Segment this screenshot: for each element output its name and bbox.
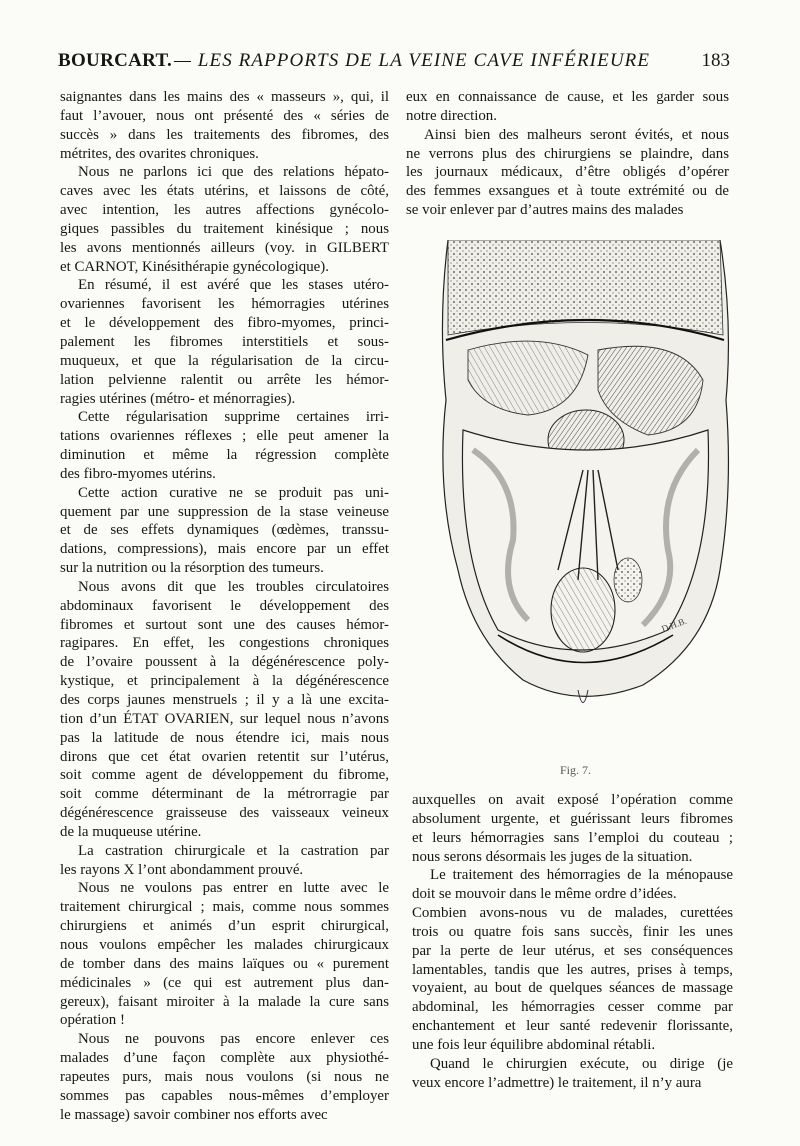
text-line: lation pelvienne ralentit ou arrête les hémor-: [60, 371, 389, 388]
text-line: de l’ovaire poussent à la dégénérescence poly-: [60, 654, 389, 671]
text-line: dégénérescence graisseuse des vaisseaux veineux: [60, 805, 389, 822]
text-line: ragipares. En effet, les congestions chroniques: [60, 635, 389, 652]
text-line: les rayons X l’ont abondamment prouvé.: [60, 861, 304, 878]
ovary-right: [614, 558, 642, 602]
text-line: pas la latitude de nous étendre ici, mais nous: [60, 729, 389, 746]
header-title: LES RAPPORTS DE LA VEINE CAVE INFÉRIEURE: [197, 50, 651, 71]
text-line: sommes pas capables nous-mêmes d’employer: [60, 1087, 389, 1104]
text-line: gereux), faisant miroiter à la malade la cure sans: [60, 993, 389, 1010]
text-line: soit comme déterminant de la métrorragie par: [60, 786, 389, 803]
text-line: voyaient, au bout de quelques séances de massage: [412, 980, 733, 997]
text-line: absolument urgente, et guérissant leurs fibromes: [412, 810, 733, 827]
text-line: quement par une suppression de la stase veineuse: [60, 503, 389, 520]
text-line: tion d’un ÉTAT OVARIEN, sur lequel nous n’avons: [60, 710, 389, 727]
text-line: dirons que cet état ovarien retentit sur l’utérus,: [60, 748, 389, 765]
text-line: des corps jaunes menstruels ; il y a là une excita-: [60, 692, 389, 708]
text-line: une fois leur équilibre abdominal rétabli.: [412, 1036, 656, 1053]
figure-caption: Fig. 7.: [560, 763, 592, 777]
header-title-line: [174, 50, 650, 72]
text-line: notre direction.: [406, 107, 497, 124]
text-line: et de ses effets dynamiques (œdèmes, transsu-: [60, 522, 389, 539]
header-dash: —: [174, 50, 192, 71]
text-line: avec intention, les autres affections gynécolo-: [60, 202, 389, 219]
text-line: enchantement et leur santé redevenir florissante,: [412, 1018, 733, 1035]
text-line: de tomber dans des mains laïques ou « purement: [60, 955, 389, 972]
text-line: palement les fibromes interstitiels et sous-: [60, 333, 389, 350]
figure-signature: D.H.B.: [660, 615, 688, 634]
text-line: giques passibles du traitement kinésique ; nous: [60, 220, 389, 237]
text-line: Combien avons-nous vu de malades, curettées: [412, 905, 733, 922]
text-line: Ainsi bien des malheurs seront évités, et nous: [424, 126, 729, 143]
text-line: muqueux, et que la régularisation de la circu-: [60, 352, 389, 369]
text-line: les journaux médicaux, d’être obligés d’opérer: [406, 164, 729, 181]
text-line: de la muqueuse utérine.: [60, 823, 202, 840]
text-line: En résumé, il est avéré que les stases utéro-: [78, 277, 389, 294]
header-author: BOURCART.: [58, 50, 173, 71]
text-line: Nous ne parlons ici que des relations hépato-: [78, 164, 389, 181]
text-line: opération !: [60, 1012, 125, 1029]
text-line: succès » dans les traitements des fibromes, des: [60, 126, 389, 143]
text-line: La castration chirurgicale et la castration par: [78, 842, 389, 859]
anatomical-figure: [428, 240, 740, 760]
page-number: 183: [701, 50, 730, 71]
left-column: [60, 88, 389, 1124]
text-line: trois ou quatre fois sans succès, finir les unes: [412, 923, 733, 940]
text-line: tations ovariennes réflexes ; elle peut amener la: [60, 428, 389, 445]
text-line: Cette régularisation supprime certaines irri-: [78, 409, 389, 426]
text-line: sur la nutrition ou la résorption des tumeurs.: [60, 560, 324, 577]
text-line: saignantes dans les mains des « masseurs », qui, il: [60, 89, 389, 105]
text-line: veux encore l’admettre) le traitement, il n’y aura: [412, 1074, 702, 1091]
text-line: le massage) savoir combiner nos efforts avec: [60, 1106, 328, 1123]
text-line: fibromes et surtout sont une des causes hémor-: [60, 616, 389, 633]
text-line: Nous avons dit que les troubles circulatoires: [78, 578, 389, 595]
text-line: Cette action curative ne se produit pas uni-: [78, 484, 389, 501]
text-line: dations, compressions), mais encore par un effet: [60, 541, 389, 558]
text-line: diminution et même la régression complète: [60, 447, 389, 464]
running-header: [58, 50, 730, 78]
text-line: nous voulons empêcher les malades chirurgicaux: [60, 936, 389, 953]
text-line: nous serons désormais les juges de la situation.: [412, 848, 693, 865]
text-line: Nous ne pouvons pas encore enlever ces: [78, 1031, 389, 1048]
text-line: Nous ne voulons pas entrer en lutte avec le: [78, 880, 389, 897]
text-line: et leurs hémorragies sans l’emploi du couteau ;: [412, 829, 733, 846]
text-line: ne verrons plus des chirurgiens se plaindre, dans: [406, 145, 729, 162]
text-line: rapeutes purs, mais nous voulons (si nous ne: [60, 1068, 389, 1085]
text-line: et CARNOT, Kinésithérapie gynécologique).: [60, 258, 329, 275]
text-line: médicinales » (ce qui est autrement plus dan-: [60, 974, 389, 991]
text-line: des fibro-myomes utérins.: [60, 465, 216, 482]
text-line: et le développement des fibro-myomes, princi-: [60, 315, 389, 332]
text-line: les avons mentionnés ailleurs (voy. in GILBERT: [60, 239, 389, 256]
text-line: chirurgiens et animés d’un esprit chirurgical,: [60, 918, 389, 935]
text-line: lamentables, tandis que les autres, prises à temps,: [412, 961, 733, 978]
text-line: se voir enlever par d’autres mains des malades: [406, 202, 684, 219]
text-line: traitement chirurgical ; mais, comme nous sommes: [60, 899, 389, 916]
text-line: doit se mouvoir dans le même ordre d’idées.: [412, 886, 677, 903]
text-line: abdominaux favorisent le développement des: [60, 597, 389, 614]
text-line: malades d’une façon complète aux physiothé-: [60, 1050, 389, 1067]
text-line: par la perte de leur utérus, et ses conséquences: [412, 942, 733, 959]
text-line: métrites, des ovarites chroniques.: [60, 145, 259, 162]
text-line: abdominal, les hémorragies cesser comme par: [412, 999, 733, 1016]
text-line: ovariennes favorisent les hémorragies utérines: [60, 296, 389, 313]
right-column-bottom: [412, 791, 733, 1093]
text-line: ragies utérines (métro- et ménorragies).: [60, 390, 296, 407]
text-line: soit comme agent de développement du fibrome,: [60, 767, 389, 784]
text-line: caves avec les états utérins, et laissons de côté,: [60, 183, 389, 200]
text-line: eux en connaissance de cause, et les garder sous: [406, 89, 729, 105]
uterus-mass: [551, 568, 615, 652]
text-line: des femmes exsangues et à toute extrémité ou de: [406, 183, 729, 200]
text-line: kystique, et principalement à la dégénérescence: [60, 673, 389, 690]
right-column-top: [406, 88, 729, 220]
text-line: Le traitement des hémorragies de la ménopause: [430, 867, 733, 884]
text-line: faut l’avouer, nous ont présenté des « séries de: [60, 107, 389, 124]
text-line: auxquelles on avait exposé l’opération comme: [412, 792, 733, 808]
text-line: Quand le chirurgien exécute, ou dirige (je: [430, 1055, 733, 1072]
